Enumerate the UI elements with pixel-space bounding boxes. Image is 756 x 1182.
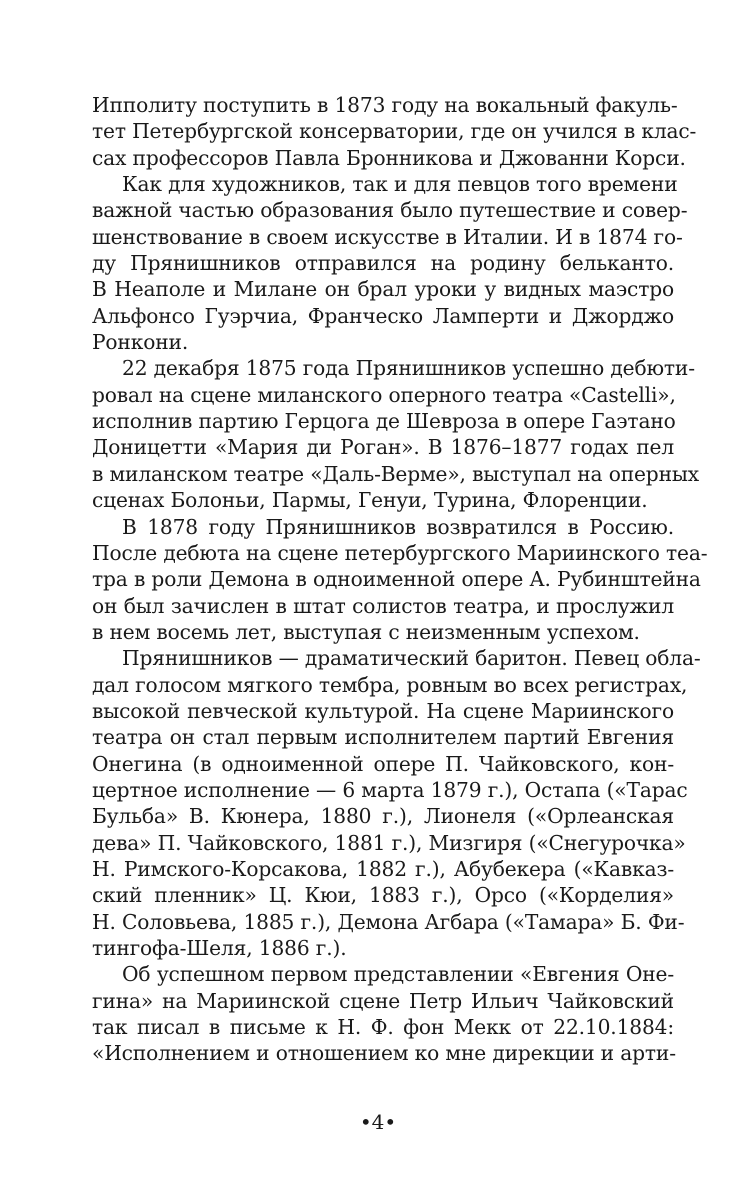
body-text <box>92 92 708 1067</box>
text-line: исполнив партию Герцога де Шевроза в опере Гаэтано <box>92 409 676 434</box>
text-line: в нем восемь лет, выступая с неизменным успехом. <box>92 619 640 644</box>
text-line: Н. Соловьева, 1885 г.), Демона Агбара («Тамара» Б. Фи- <box>92 909 685 934</box>
text-line: в миланском театре «Даль-Верме», выступал на оперных <box>92 461 700 486</box>
text-line: тингофа-Шеля, 1886 г.). <box>92 936 347 960</box>
text-line: Бульба» В. Кюнера, 1880 г.), Лионеля («Орлеанская <box>92 804 674 829</box>
text-line: В 1878 году Прянишников возвратился в Россию. <box>122 514 674 539</box>
text-line: Как для художников, так и для певцов того времени <box>122 172 678 197</box>
text-line: Об успешном первом представлении «Евгения Оне- <box>122 962 674 987</box>
text-line: Ронкони. <box>92 330 189 355</box>
text-line: Прянишников — драматический баритон. Певец обла- <box>122 646 701 671</box>
text-line: Доницетти «Мария ди Роган». В 1876–1877 годах пел <box>92 435 674 460</box>
text-line: «Исполнением и отношением ко мне дирекции и арти- <box>92 1041 676 1066</box>
text-line: В Неаполе и Милане он брал уроки у видных маэстро <box>92 277 674 302</box>
text-line: сах профессоров Павла Бронникова и Джованни Корси. <box>92 145 686 170</box>
text-line: театра он стал первым исполнителем партий Евгения <box>92 725 674 750</box>
text-line: Онегина (в одноименной опере П. Чайковского, кон- <box>92 751 674 776</box>
text-line: сценах Болоньи, Пармы, Генуи, Турина, Флоренции. <box>92 488 648 513</box>
text-line: тра в роли Демона в одноименной опере А. Рубинштейна <box>92 567 701 592</box>
text-line: После дебюта на сцене петербургского Мариинского теа- <box>92 540 708 565</box>
text-line: ский пленник» Ц. Кюи, 1883 г.), Орсо («Корделия» <box>92 883 674 908</box>
text-line: важной частью образования было путешествие и совер- <box>92 198 688 223</box>
text-line: так писал в письме к Н. Ф. фон Мекк от 22.10.1884: <box>92 1015 674 1040</box>
text-line: ровал на сцене миланского оперного театра «Castelli», <box>92 382 676 407</box>
text-line: тет Петербургской консерватории, где он учился в клас- <box>92 119 697 144</box>
text-line: ду Прянишников отправился на родину бельканто. <box>92 251 674 276</box>
text-line: высокой певческой культурой. На сцене Мариинского <box>92 698 674 723</box>
text-line: он был зачислен в штат солистов театра, и прослужил <box>92 593 674 618</box>
text-line: 22 декабря 1875 года Прянишников успешно дебюти- <box>122 356 695 381</box>
text-line: шенствование в своем искусстве в Италии. И в 1874 го- <box>92 224 683 249</box>
text-line: цертное исполнение — 6 марта 1879 г.), Остапа («Тарас <box>92 777 688 802</box>
text-line: Ипполиту поступить в 1873 году на вокальный факуль- <box>92 93 678 117</box>
text-line: дева» П. Чайковского, 1881 г.), Мизгиря («Снегурочка» <box>92 830 686 855</box>
page-number: •4• <box>359 1110 397 1134</box>
text-line: гина» на Мариинской сцене Петр Ильич Чайковский <box>92 988 674 1013</box>
text-line: Н. Римского-Корсакова, 1882 г.), Абубекера («Кавказ- <box>92 856 674 881</box>
text-line: дал голосом мягкого тембра, ровным во всех регистрах, <box>92 672 688 697</box>
text-line: Альфонсо Гуэрчиа, Франческо Ламперти и Джорджо <box>92 303 674 328</box>
